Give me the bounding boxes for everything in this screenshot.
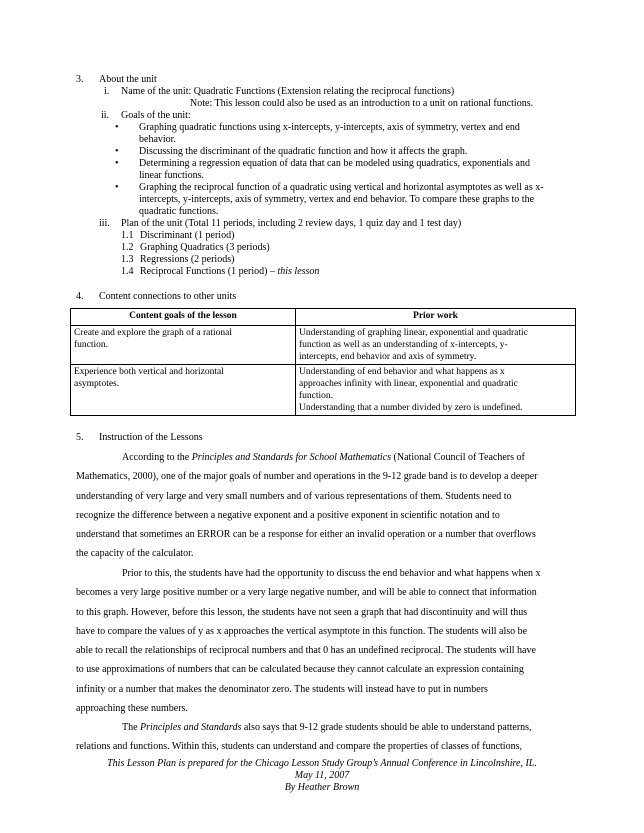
cell-line: Understanding of end behavior and what happens as x xyxy=(299,367,505,377)
paragraph-line: able to recall the relationships of reciprocal numbers and that 0 has an undefined reciprocal. The students will have xyxy=(76,645,536,657)
paragraph-line: becomes a very large positive number or a very large negative number, and will be able to connect that information xyxy=(76,587,537,599)
paragraph-line: understand that sometimes an ERROR can be a response for either an invalid operation or a number that overflows xyxy=(76,529,536,541)
section-5-number: 5. xyxy=(76,432,84,443)
p3-citation: Principles and Standards xyxy=(140,722,242,733)
cell-line: Create and explore the graph of a rational xyxy=(74,328,232,338)
cell-line: function as well as an understanding of x-intercepts, y- xyxy=(299,340,508,350)
p3-text-b: also says that 9-12 grade students should be able to understand patterns, xyxy=(241,722,532,733)
cell-line: Understanding of graphing linear, exponential and quadratic xyxy=(299,328,528,338)
p1-text-b: (National Council of Teachers of xyxy=(391,452,525,463)
item-iii-number: iii. xyxy=(99,218,110,229)
goal-3-line-1: Determining a regression equation of data that can be modeled using quadratics, exponentials and xyxy=(139,158,530,169)
cell-line: asymptotes. xyxy=(74,379,120,389)
section-3-heading: About the unit xyxy=(99,74,157,85)
table-row xyxy=(71,326,576,365)
table-cell-prior xyxy=(296,365,576,416)
goal-1-line-1: Graphing quadratic functions using x-intercepts, y-intercepts, axis of symmetry, vertex and end xyxy=(139,122,520,133)
goal-4-line-2: intercepts, y-intercepts, axis of symmetry, vertex and end behavior. To compare these graphs to the xyxy=(139,194,535,205)
bullet-icon: • xyxy=(115,158,119,169)
table-cell-goal xyxy=(71,326,296,365)
section-4-heading: Content connections to other units xyxy=(99,291,237,302)
paragraph-line xyxy=(76,718,556,737)
paragraph-line: to use approximations of numbers that can be calculated because they cannot calculate an expression containing xyxy=(76,664,524,676)
cell-line: function. xyxy=(74,340,109,350)
plan-4-number: 1.4 xyxy=(121,266,134,277)
paragraph-2 xyxy=(76,564,556,718)
table-row xyxy=(71,365,576,416)
goal-4-line-1: Graphing the reciprocal function of a quadratic using vertical and horizontal asymptotes as well as x- xyxy=(139,182,544,193)
unit-note: Note: This lesson could also be used as an introduction to a unit on rational functions. xyxy=(190,98,534,109)
paragraph-line: understanding of very large and very small numbers and of various representations of them. Students need to xyxy=(76,490,512,502)
paragraph-line: to this graph. However, before this lesson, the students have not seen a graph that had discontinuity and will thus xyxy=(76,606,528,618)
footer-date: May 11, 2007 xyxy=(294,770,350,781)
unit-name: Name of the unit: Quadratic Functions (Extension relating the reciprocal functions) xyxy=(121,86,455,97)
cell-line: Understanding that a number divided by zero is undefined. xyxy=(299,403,523,413)
item-i-number: i. xyxy=(104,86,110,97)
cell-line: function. xyxy=(299,391,334,401)
plan-4-text: Reciprocal Functions (1 period) – xyxy=(140,266,278,277)
p3-text-a: The xyxy=(122,722,141,733)
plan-4-item xyxy=(140,266,319,278)
plan-1-text: Discriminant (1 period) xyxy=(140,230,235,241)
bullet-icon: • xyxy=(115,182,119,193)
paragraph-line: have to compare the values of y as x approaches the vertical asymptote in this function. The students will also be xyxy=(76,625,528,637)
p1-citation: Principles and Standards for School Mathematics xyxy=(191,452,392,463)
goal-2-line-1: Discussing the discriminant of the quadratic function and how it affects the graph. xyxy=(139,146,468,157)
column-header-content-goals: Content goals of the lesson xyxy=(71,309,296,326)
content-connections-table xyxy=(70,308,576,416)
paragraph-3 xyxy=(76,718,556,757)
plan-4-emphasis: this lesson xyxy=(277,266,320,277)
section-3-number: 3. xyxy=(76,74,84,85)
paragraph-line xyxy=(76,448,556,467)
footer-author: By Heather Brown xyxy=(284,782,360,793)
paragraph-line: Mathematics, 2000), one of the major goals of number and operations in the 9-12 grade band is to develop a deeper xyxy=(76,471,538,483)
cell-line: Experience both vertical and horizontal xyxy=(74,367,224,377)
paragraph-line: relations and functions. Within this, students can understand and compare the properties of classes of functions, xyxy=(76,741,522,753)
bullet-icon: • xyxy=(115,122,119,133)
plan-3-text: Regressions (2 periods) xyxy=(140,254,235,265)
table-cell-goal xyxy=(71,365,296,416)
table-header-row xyxy=(71,309,576,326)
goal-1-line-2: behavior. xyxy=(139,134,176,145)
plan-2-number: 1.2 xyxy=(121,242,134,253)
paragraph-line: recognize the difference between a negative exponent and a positive exponent in scientific notation and to xyxy=(76,509,500,521)
footer-conference: This Lesson Plan is prepared for the Chicago Lesson Study Group’s Annual Conference in Lincolnshire, IL. xyxy=(107,758,537,769)
goal-4-line-3: quadratic functions. xyxy=(139,206,219,217)
column-header-prior-work: Prior work xyxy=(296,309,576,326)
paragraph-line: Prior to this, the students have had the opportunity to discuss the end behavior and what happens when x xyxy=(122,568,541,579)
p1-text-a: According to the xyxy=(122,452,192,463)
bullet-icon: • xyxy=(115,146,119,157)
cell-line: intercepts, end behavior and axis of symmetry. xyxy=(299,352,477,362)
section-4-number: 4. xyxy=(76,291,84,302)
paragraph-line: infinity or a number that makes the denominator zero. The students will instead have to put in numbers xyxy=(76,683,488,695)
paragraph-1 xyxy=(76,448,556,564)
unit-plan: Plan of the unit (Total 11 periods, including 2 review days, 1 quiz day and 1 test day) xyxy=(121,218,462,229)
paragraph-line: the capacity of the calculator. xyxy=(76,548,194,560)
plan-3-number: 1.3 xyxy=(121,254,134,265)
section-5-heading: Instruction of the Lessons xyxy=(99,432,203,443)
plan-2-text: Graphing Quadratics (3 periods) xyxy=(140,242,270,253)
goal-3-line-2: linear functions. xyxy=(139,170,204,181)
table-cell-prior xyxy=(296,326,576,365)
goals-label: Goals of the unit: xyxy=(121,110,191,121)
cell-line: approaches infinity with linear, exponential and quadratic xyxy=(299,379,518,389)
item-ii-number: ii. xyxy=(101,110,110,121)
plan-1-number: 1.1 xyxy=(121,230,134,241)
paragraph-line: approaching these numbers. xyxy=(76,703,188,715)
